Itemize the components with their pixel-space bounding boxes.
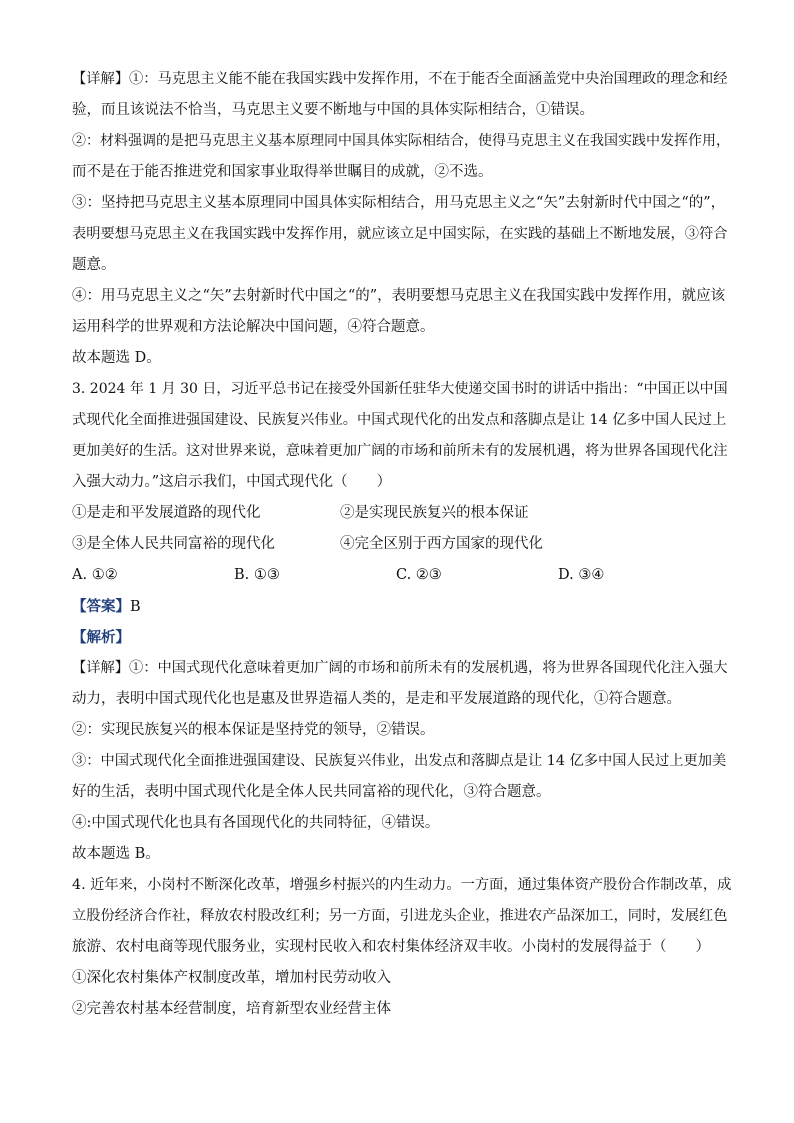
text-line: ④：用马克思主义之“矢”去射新时代中国之“的”，表明要想马克思主义在我国实践中发挥作用，就应该 xyxy=(72,288,726,304)
statement-row xyxy=(72,529,732,560)
answer-line xyxy=(72,591,732,622)
text-line: 好的生活，表明中国式现代化是全体人民共同富裕的现代化，③符合题意。 xyxy=(72,784,551,800)
text-line: 动力，表明中国式现代化也是惠及世界造福人类的，是走和平发展道路的现代化，①符合题意。 xyxy=(72,691,681,707)
text-line: 而不是在于能否推进党和国家事业取得举世瞩目的成就，②不选。 xyxy=(72,164,493,180)
question-3 xyxy=(72,374,732,870)
text-line: 验，而且该说法不恰当，马克思主义要不断地与中国的具体实际相结合，①错误。 xyxy=(72,102,594,118)
text-line: 表明要想马克思主义在我国实践中发挥作用，就应该立足中国实际，在实践的基础上不断地发展，③符合 xyxy=(72,226,728,242)
text-line: ②：材料强调的是把马克思主义基本原理同中国具体实际相结合，使得马克思主义在我国实践中发挥作用， xyxy=(72,133,730,149)
statement-item: ①是走和平发展道路的现代化 xyxy=(72,505,261,521)
choice-a: A. ①② xyxy=(72,567,118,583)
choice-c: C. ②③ xyxy=(396,567,442,583)
conclusion-line: 故本题选 B。 xyxy=(72,846,160,862)
q2-explanation xyxy=(72,64,732,374)
analysis-line xyxy=(72,622,732,653)
statement-item: ①深化农村集体产权制度改革，增加村民劳动收入 xyxy=(72,970,391,986)
answer-tag: 【答案】 xyxy=(72,598,130,615)
answer-value: B xyxy=(130,599,141,615)
question-stem-line: 3. 2024 年 1 月 30 日，习近平总书记在接受外国新任驻华大使递交国书时的讲话中指出：“中国正以中国 xyxy=(72,381,728,397)
statement-item: ②完善农村基本经营制度，培育新型农业经营主体 xyxy=(72,1001,391,1017)
text-line: 运用科学的世界观和方法论解决中国问题，④符合题意。 xyxy=(72,319,435,335)
question-4 xyxy=(72,870,732,1025)
question-stem-line: 4. 近年来，小岗村不断深化改革，增强乡村振兴的内生动力。一方面，通过集体资产股份合作制改革，成 xyxy=(72,877,732,893)
text-line: 【详解】①：中国式现代化意味着更加广阔的市场和前所未有的发展机遇，将为世界各国现代化注入强大 xyxy=(72,660,728,676)
text-line: ③：中国式现代化全面推进强国建设、民族复兴伟业，出发点和落脚点是让 14 亿多中国人民过上更加美 xyxy=(72,753,727,769)
text-line: ③：坚持把马克思主义基本原理同中国具体实际相结合，用马克思主义之“矢”去射新时代中国之“的”， xyxy=(72,195,726,211)
analysis-tag: 【解析】 xyxy=(72,629,130,646)
question-stem-line: 立股份经济合作社，释放农村股改红利；另一方面，引进龙头企业，推进农产品深加工，同时，发展红色 xyxy=(72,908,728,924)
conclusion-line: 故本题选 D。 xyxy=(72,350,161,366)
question-stem-line: 更加美好的生活。这对世界来说，意味着更加广阔的市场和前所未有的发展机遇，将为世界各国现代化注 xyxy=(72,443,728,459)
statement-item: ②是实现民族复兴的根本保证 xyxy=(340,505,529,521)
statement-row xyxy=(72,498,732,529)
text-line: ④:中国式现代化也具有各国现代化的共同特征，④错误。 xyxy=(72,815,440,831)
question-stem-line: 旅游、农村电商等现代服务业，实现村民收入和农村集体经济双丰收。小岗村的发展得益于（ ） xyxy=(72,939,710,955)
statement-item: ④完全区别于西方国家的现代化 xyxy=(340,536,543,552)
choice-row xyxy=(72,560,732,591)
choice-b: B. ①③ xyxy=(234,567,280,583)
text-line: 【详解】①：马克思主义能不能在我国实践中发挥作用，不在于能否全面涵盖党中央治国理政的理念和经 xyxy=(72,71,728,87)
text-line: 题意。 xyxy=(72,257,116,273)
document-page xyxy=(72,64,732,1025)
text-line: ②：实现民族复兴的根本保证是坚持党的领导，②错误。 xyxy=(72,722,435,738)
question-stem-line: 式现代化全面推进强国建设、民族复兴伟业。中国式现代化的出发点和落脚点是让 14 亿多中国人民过上 xyxy=(72,412,727,428)
question-stem-line: 入强大动力。”这启示我们，中国式现代化（ ） xyxy=(72,474,392,490)
choice-d: D. ③④ xyxy=(558,567,605,583)
statement-item: ③是全体人民共同富裕的现代化 xyxy=(72,536,275,552)
